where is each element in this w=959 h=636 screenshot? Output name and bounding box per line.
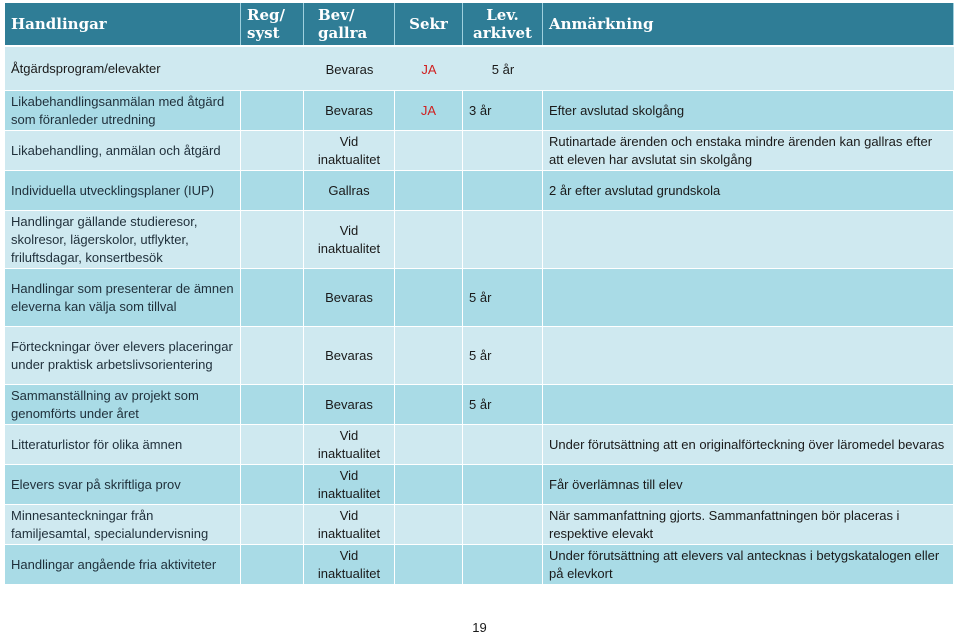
row-lev: [463, 211, 543, 269]
table-row: [5, 171, 954, 211]
header-handlingar: Handlingar: [5, 3, 241, 45]
row-anm: Efter avslutad skolgång: [543, 91, 954, 131]
row-anm: [543, 327, 954, 385]
row-reg: [241, 211, 304, 269]
row-anm: 2 år efter avslutad grundskola: [543, 171, 954, 211]
row-reg: [241, 465, 304, 505]
row-sekr: [395, 211, 463, 269]
row-sekr: [395, 327, 463, 385]
row-sekr: [395, 505, 463, 545]
header-anmarkning: Anmärkning: [543, 3, 954, 45]
row-bev: Vid inaktualitet: [304, 505, 395, 545]
header-reg-syst: Reg/ syst: [241, 3, 304, 45]
table-row: [5, 425, 954, 465]
row-bev: Bevaras: [304, 327, 395, 385]
row-anm: Får överlämnas till elev: [543, 465, 954, 505]
row-handling: Handlingar som presenterar de ämnen eleverna kan välja som tillval: [5, 269, 241, 327]
section-bev: Bevaras: [325, 61, 374, 77]
header-bev-gallra: Bev/ gallra: [304, 3, 395, 45]
row-bev: Bevaras: [304, 91, 395, 131]
header-lev-arkivet: Lev. arkivet: [463, 3, 543, 45]
row-reg: [241, 131, 304, 171]
row-sekr: [395, 131, 463, 171]
row-sekr: [395, 171, 463, 211]
row-sekr: JA: [395, 91, 463, 131]
row-lev: [463, 505, 543, 545]
row-lev: 5 år: [463, 327, 543, 385]
table-row: [5, 327, 954, 385]
section-lev: 5 år: [491, 61, 515, 77]
row-anm: Under förutsättning att elevers val antecknas i betygskatalogen eller på elevkort: [543, 545, 954, 585]
row-reg: [241, 505, 304, 545]
row-bev: Vid inaktualitet: [304, 425, 395, 465]
row-handling: Likabehandlingsanmälan med åtgärd som föranleder utredning: [5, 91, 241, 131]
row-lev: [463, 425, 543, 465]
row-anm: Under förutsättning att en originalförteckning över läromedel bevaras: [543, 425, 954, 465]
row-sekr: [395, 465, 463, 505]
section-sekr: JA: [421, 61, 437, 77]
row-anm: [543, 211, 954, 269]
row-reg: [241, 171, 304, 211]
table-row: [5, 91, 954, 131]
row-bev: Bevaras: [304, 385, 395, 425]
row-handling: Likabehandling, anmälan och åtgärd: [5, 131, 241, 171]
row-sekr: [395, 545, 463, 585]
row-sekr: [395, 425, 463, 465]
row-bev: Vid inaktualitet: [304, 545, 395, 585]
row-reg: [241, 269, 304, 327]
row-bev: Vid inaktualitet: [304, 211, 395, 269]
row-reg: [241, 425, 304, 465]
row-lev: [463, 545, 543, 585]
table-row: [5, 385, 954, 425]
row-lev: [463, 171, 543, 211]
table-row: [5, 465, 954, 505]
section-row: [5, 47, 954, 91]
row-lev: 5 år: [463, 385, 543, 425]
table-row: [5, 211, 954, 269]
header-sekr: Sekr: [395, 3, 463, 45]
table-row: [5, 545, 954, 585]
table-row: [5, 505, 954, 545]
row-bev: Vid inaktualitet: [304, 465, 395, 505]
row-handling: Minnesanteckningar från familjesamtal, specialundervisning: [5, 505, 241, 545]
row-anm: Rutinartade ärenden och enstaka mindre ärenden kan gallras efter att eleven har avslutat sin skolgång: [543, 131, 954, 171]
row-anm: [543, 269, 954, 327]
row-handling: Förteckningar över elevers placeringar under praktisk arbetslivsorientering: [5, 327, 241, 385]
row-handling: Handlingar gällande studieresor, skolresor, lägerskolor, utflykter, friluftsdagar, konsertbesök: [5, 211, 241, 269]
row-lev: 5 år: [463, 269, 543, 327]
row-lev: [463, 465, 543, 505]
row-bev: Gallras: [304, 171, 395, 211]
row-reg: [241, 545, 304, 585]
row-handling: Sammanställning av projekt som genomförts under året: [5, 385, 241, 425]
row-handling: Litteraturlistor för olika ämnen: [5, 425, 241, 465]
row-reg: [241, 327, 304, 385]
table-header: [5, 3, 954, 47]
row-bev: Vid inaktualitet: [304, 131, 395, 171]
row-lev: [463, 131, 543, 171]
row-handling: Elevers svar på skriftliga prov: [5, 465, 241, 505]
row-reg: [241, 91, 304, 131]
row-handling: Individuella utvecklingsplaner (IUP): [5, 171, 241, 211]
row-sekr: [395, 385, 463, 425]
row-lev: 3 år: [463, 91, 543, 131]
section-label-text: Åtgärdsprogram/elevakter: [11, 60, 161, 76]
row-anm: När sammanfattning gjorts. Sammanfattningen bör placeras i respektive elevakt: [543, 505, 954, 545]
row-bev: Bevaras: [304, 269, 395, 327]
row-anm: [543, 385, 954, 425]
table-row: [5, 269, 954, 327]
row-sekr: [395, 269, 463, 327]
table-row: [5, 131, 954, 171]
row-handling: Handlingar angående fria aktiviteter: [5, 545, 241, 585]
row-reg: [241, 385, 304, 425]
page-number: 19: [472, 620, 487, 635]
